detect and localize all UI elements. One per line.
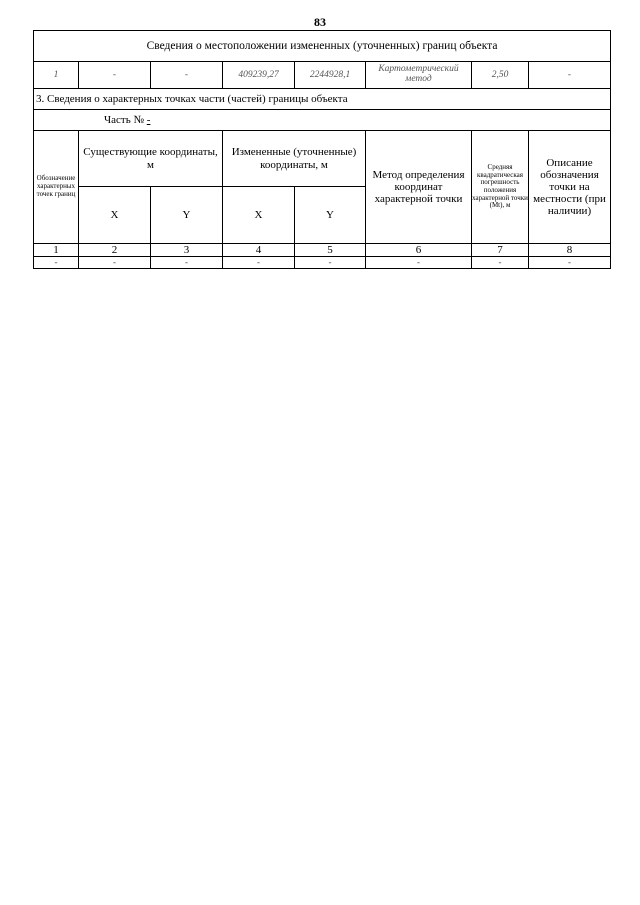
column-number: 1 [34, 244, 79, 257]
data-cell: - [151, 257, 223, 269]
prev-cell-method: Картометрический метод [366, 62, 472, 89]
data-cell: - [223, 257, 295, 269]
header-changed-x: X [223, 187, 295, 244]
data-cell: - [529, 257, 611, 269]
page-number: 83 [314, 15, 326, 29]
header-description: Описание обозначения точки на местности (при наличии) [529, 131, 611, 244]
column-number: 3 [151, 244, 223, 257]
section-title: 3. Сведения о характерных точках части (частей) границы объекта [34, 89, 611, 110]
column-number: 4 [223, 244, 295, 257]
header-error: Средняя квадратическая погрешность положения характерной точки (Mt), м [472, 131, 529, 244]
column-number: 7 [472, 244, 529, 257]
data-cell: - [366, 257, 472, 269]
part-row [34, 110, 611, 131]
column-number: 5 [295, 244, 366, 257]
data-cell: - [34, 257, 79, 269]
column-number-row [34, 244, 611, 257]
header-existing-coords: Существующие координаты, м [79, 131, 223, 187]
data-cell: - [295, 257, 366, 269]
prev-cell-description: - [529, 62, 611, 89]
column-number: 2 [79, 244, 151, 257]
boundary-table [33, 30, 611, 269]
column-number: 8 [529, 244, 611, 257]
table-title: Сведения о местоположении измененных (уточненных) границ объекта [34, 31, 611, 62]
prev-cell-error: 2,50 [472, 62, 529, 89]
part-value: - [146, 113, 151, 126]
previous-table-row [34, 62, 611, 89]
table-row [34, 257, 611, 269]
part-label: Часть № [104, 113, 144, 126]
header-changed-y: Y [295, 187, 366, 244]
prev-cell-changed-y: 2244928,1 [295, 62, 366, 89]
header-changed-coords: Измененные (уточненные) координаты, м [223, 131, 366, 187]
prev-cell-existing-x: - [79, 62, 151, 89]
column-number: 6 [366, 244, 472, 257]
header-point-label: Обозначение характерных точек границ [34, 131, 79, 244]
header-existing-y: Y [151, 187, 223, 244]
prev-cell-point: 1 [34, 62, 79, 89]
data-cell: - [79, 257, 151, 269]
header-existing-x: X [79, 187, 151, 244]
prev-cell-existing-y: - [151, 62, 223, 89]
header-method: Метод определения координат характерной точки [366, 131, 472, 244]
data-cell: - [472, 257, 529, 269]
prev-cell-changed-x: 409239,27 [223, 62, 295, 89]
